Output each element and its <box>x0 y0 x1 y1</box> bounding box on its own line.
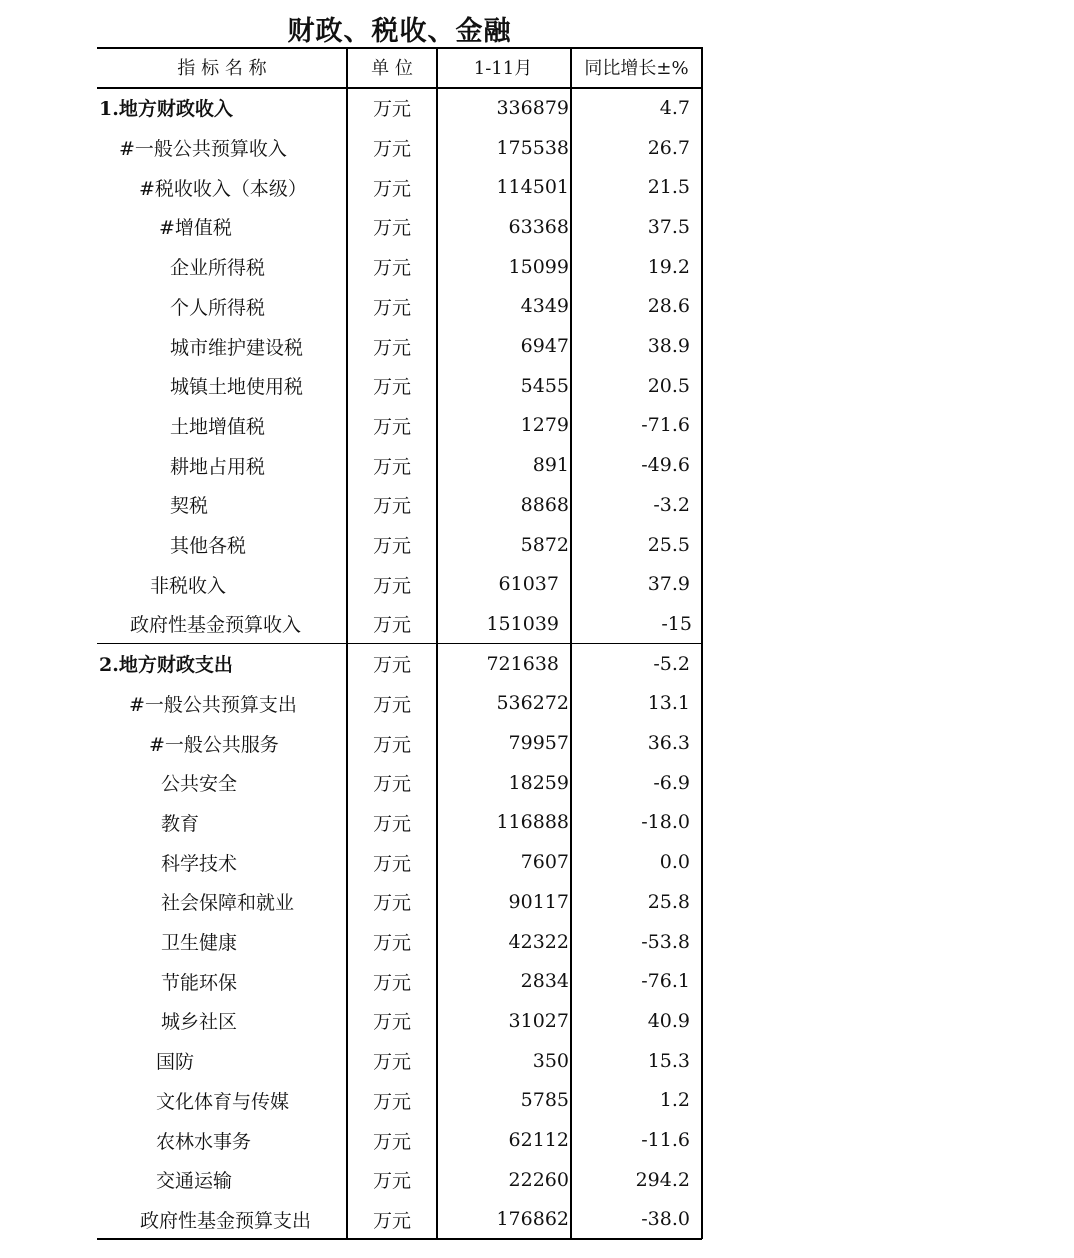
yoy-cell: 294.2 <box>635 1168 690 1191</box>
yoy-cell: 26.7 <box>647 136 690 159</box>
unit-cell: 万元 <box>372 535 411 558</box>
yoy-cell: -76.1 <box>641 970 690 993</box>
indicator-name: 个人所得税 <box>170 296 266 319</box>
table-row <box>97 922 702 962</box>
table-row <box>97 882 702 922</box>
table-row <box>97 803 702 843</box>
unit-cell: 万元 <box>372 733 411 756</box>
table-row <box>97 684 702 724</box>
column-divider-value <box>436 47 438 1239</box>
value-cell: 15099 <box>508 255 569 278</box>
table-row <box>97 604 702 644</box>
table-row <box>97 485 702 525</box>
table-row <box>97 1200 702 1240</box>
value-cell: 5455 <box>520 374 569 397</box>
column-divider-pct <box>570 47 572 1239</box>
table-row <box>97 207 702 247</box>
table-right-border <box>701 47 703 1239</box>
unit-cell: 万元 <box>372 932 411 955</box>
unit-cell: 万元 <box>372 1130 411 1153</box>
table-bottom-border <box>97 1238 702 1240</box>
indicator-name: 公共安全 <box>161 773 238 796</box>
yoy-cell: 21.5 <box>647 176 690 199</box>
table-row <box>97 1160 702 1200</box>
indicator-name: #一般公共预算收入 <box>119 138 287 161</box>
yoy-cell: 13.1 <box>647 692 690 715</box>
header-bottom-border <box>97 87 702 89</box>
yoy-cell: 25.5 <box>647 533 690 556</box>
yoy-cell: -71.6 <box>641 414 690 437</box>
yoy-cell: 25.8 <box>647 890 690 913</box>
indicator-name: 教育 <box>161 812 200 835</box>
table-row <box>97 326 702 366</box>
indicator-name: 卫生健康 <box>161 932 238 955</box>
indicator-name: 城乡社区 <box>161 1011 238 1034</box>
yoy-cell: 1.2 <box>659 1089 690 1112</box>
value-cell: 1279 <box>520 414 569 437</box>
yoy-cell: 0.0 <box>659 851 690 874</box>
indicator-name: 土地增值税 <box>170 415 266 438</box>
indicator-name: 非税收入 <box>150 574 227 597</box>
table-row <box>97 723 702 763</box>
yoy-cell: 20.5 <box>647 374 690 397</box>
yoy-cell: -53.8 <box>641 930 690 953</box>
column-divider-unit <box>346 47 348 1239</box>
value-cell: 891 <box>532 454 569 477</box>
unit-cell: 万元 <box>372 138 411 161</box>
table-row <box>97 1081 702 1121</box>
unit-cell: 万元 <box>372 773 411 796</box>
table-row <box>97 88 702 128</box>
indicator-name: 文化体育与传媒 <box>156 1090 290 1113</box>
unit-cell: 万元 <box>372 574 411 597</box>
unit-cell: 万元 <box>372 812 411 835</box>
table-row <box>97 961 702 1001</box>
indicator-name: 城镇土地使用税 <box>170 376 304 399</box>
value-cell: 5785 <box>520 1089 569 1112</box>
header-period: 1-11月 <box>473 57 533 79</box>
header-unit: 单 位 <box>371 57 413 79</box>
table-row <box>97 1041 702 1081</box>
yoy-cell: -5.2 <box>653 652 690 675</box>
value-cell: 721638 <box>486 652 559 675</box>
value-cell: 42322 <box>508 930 569 953</box>
yoy-cell: -49.6 <box>641 454 690 477</box>
table-row <box>97 406 702 446</box>
yoy-cell: 15.3 <box>647 1049 690 1072</box>
unit-cell: 万元 <box>372 217 411 240</box>
value-cell: 116888 <box>496 811 569 834</box>
unit-cell: 万元 <box>372 654 411 677</box>
value-cell: 336879 <box>496 96 569 119</box>
table-row <box>97 366 702 406</box>
value-cell: 4349 <box>520 295 569 318</box>
indicator-name: 1.地方财政收入 <box>99 98 233 121</box>
yoy-cell: 37.5 <box>647 215 690 238</box>
yoy-cell: 37.9 <box>647 573 690 596</box>
yoy-cell: -6.9 <box>653 771 690 794</box>
table-row <box>97 525 702 565</box>
header-indicator: 指 标 名 称 <box>177 57 267 79</box>
table-row <box>97 287 702 327</box>
unit-cell: 万元 <box>372 1090 411 1113</box>
indicator-name: 政府性基金预算收入 <box>130 614 302 637</box>
value-cell: 61037 <box>498 573 559 596</box>
value-cell: 350 <box>532 1049 569 1072</box>
indicator-name: 交通运输 <box>156 1170 233 1193</box>
unit-cell: 万元 <box>372 852 411 875</box>
header-yoy: 同比增长±% <box>584 57 689 79</box>
indicator-name: #一般公共预算支出 <box>129 693 297 716</box>
unit-cell: 万元 <box>372 495 411 518</box>
unit-cell: 万元 <box>372 1011 411 1034</box>
yoy-cell: 4.7 <box>659 96 690 119</box>
yoy-cell: 38.9 <box>647 335 690 358</box>
unit-cell: 万元 <box>372 1051 411 1074</box>
value-cell: 90117 <box>508 890 569 913</box>
indicator-name: 2.地方财政支出 <box>99 654 233 677</box>
value-cell: 7607 <box>520 851 569 874</box>
unit-cell: 万元 <box>372 614 411 637</box>
table-row <box>97 564 702 604</box>
table-row <box>97 1120 702 1160</box>
table-row <box>97 167 702 207</box>
indicator-name: 科学技术 <box>161 852 238 875</box>
table-row <box>97 842 702 882</box>
yoy-cell: 28.6 <box>647 295 690 318</box>
table-row <box>97 1001 702 1041</box>
indicator-name: 节能环保 <box>161 971 238 994</box>
unit-cell: 万元 <box>372 177 411 200</box>
indicator-name: 企业所得税 <box>170 257 266 280</box>
yoy-cell: -11.6 <box>641 1129 690 1152</box>
indicator-name: 耕地占用税 <box>170 455 266 478</box>
value-cell: 536272 <box>496 692 569 715</box>
yoy-cell: -15 <box>661 612 692 635</box>
indicator-name: 社会保障和就业 <box>161 892 295 915</box>
unit-cell: 万元 <box>372 98 411 121</box>
unit-cell: 万元 <box>372 892 411 915</box>
value-cell: 114501 <box>496 176 569 199</box>
unit-cell: 万元 <box>372 455 411 478</box>
table-row <box>97 128 702 168</box>
value-cell: 2834 <box>520 970 569 993</box>
table-row <box>97 247 702 287</box>
value-cell: 8868 <box>520 493 569 516</box>
table-row <box>97 644 702 684</box>
indicator-name: 政府性基金预算支出 <box>140 1209 312 1232</box>
page-title: 财政、税收、金融 <box>287 16 512 47</box>
unit-cell: 万元 <box>372 257 411 280</box>
yoy-cell: 36.3 <box>647 732 690 755</box>
table-header <box>97 47 702 87</box>
unit-cell: 万元 <box>372 415 411 438</box>
indicator-name: 契税 <box>170 495 209 518</box>
yoy-cell: 40.9 <box>647 1009 690 1032</box>
value-cell: 6947 <box>520 335 569 358</box>
table-row <box>97 763 702 803</box>
indicator-name: #增值税 <box>159 217 232 240</box>
yoy-cell: -38.0 <box>641 1208 690 1231</box>
value-cell: 175538 <box>496 136 569 159</box>
value-cell: 31027 <box>508 1009 569 1032</box>
value-cell: 79957 <box>508 732 569 755</box>
indicator-name: #税收收入（本级） <box>139 177 307 200</box>
indicator-name: 城市维护建设税 <box>170 336 304 359</box>
unit-cell: 万元 <box>372 296 411 319</box>
table-row <box>97 445 702 485</box>
value-cell: 63368 <box>508 215 569 238</box>
value-cell: 22260 <box>508 1168 569 1191</box>
unit-cell: 万元 <box>372 693 411 716</box>
yoy-cell: -3.2 <box>653 493 690 516</box>
indicator-name: 农林水事务 <box>156 1130 252 1153</box>
value-cell: 5872 <box>520 533 569 556</box>
yoy-cell: 19.2 <box>647 255 690 278</box>
value-cell: 151039 <box>486 612 559 635</box>
indicator-name: #一般公共服务 <box>149 733 279 756</box>
unit-cell: 万元 <box>372 1209 411 1232</box>
value-cell: 62112 <box>508 1129 569 1152</box>
unit-cell: 万元 <box>372 336 411 359</box>
yoy-cell: -18.0 <box>641 811 690 834</box>
indicator-name: 其他各税 <box>170 535 247 558</box>
value-cell: 176862 <box>496 1208 569 1231</box>
unit-cell: 万元 <box>372 971 411 994</box>
indicator-name: 国防 <box>156 1051 195 1074</box>
unit-cell: 万元 <box>372 1170 411 1193</box>
table-top-border <box>97 47 702 49</box>
section-divider <box>97 643 702 645</box>
unit-cell: 万元 <box>372 376 411 399</box>
value-cell: 18259 <box>508 771 569 794</box>
